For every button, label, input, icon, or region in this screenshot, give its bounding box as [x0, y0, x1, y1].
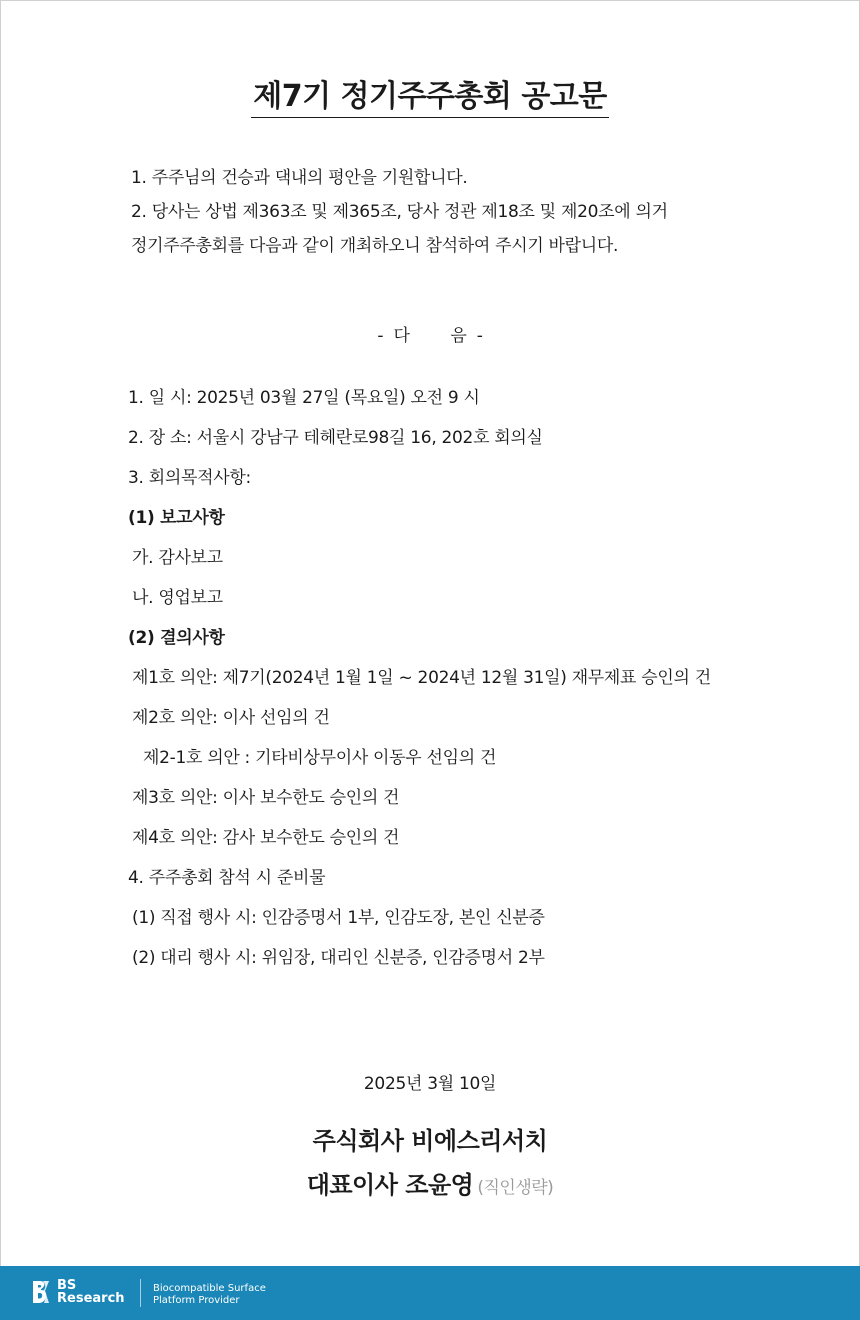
intro-paragraph: [131, 161, 831, 263]
notice-title: 제7기 정기주주총회 공고문: [251, 71, 609, 118]
agenda-item-requirements: 4. 주주총회 참석 시 준비물: [128, 868, 326, 888]
footer-brand: [57, 1279, 125, 1305]
intro-line-3: 정기주주총회를 다음과 같이 개최하오니 참석하여 주시기 바랍니다.: [131, 236, 619, 256]
agenda-item-audit-report: 가. 감사보고: [132, 548, 223, 568]
brand-line-2: Research: [57, 1291, 125, 1306]
agenda-item-place: 2. 장 소: 서울시 강남구 테헤란로98길 16, 202호 회의실: [128, 428, 543, 448]
agenda-heading-report: (1) 보고사항: [128, 508, 225, 528]
agenda-item-business-report: 나. 영업보고: [132, 588, 223, 608]
intro-line-1: 1. 주주님의 건승과 댁내의 평안을 기원합니다.: [131, 168, 468, 188]
seal-note: (직인생략): [477, 1178, 554, 1198]
agenda-heading-resolution: (2) 결의사항: [128, 628, 225, 648]
agenda-proposal-2-1: 제2-1호 의안 : 기타비상무이사 이동우 선임의 건: [143, 748, 497, 768]
ceo-line: [1, 1165, 859, 1200]
footer-bar: [0, 1266, 860, 1320]
notice-title-wrap: [1, 71, 859, 118]
footer-divider: [140, 1279, 141, 1307]
footer-tagline: [153, 1283, 266, 1307]
intro-line-2: 2. 당사는 상법 제363조 및 제365조, 당사 정관 제18조 및 제20조에 의거: [131, 202, 668, 222]
agenda-item-datetime: 1. 일 시: 2025년 03월 27일 (목요일) 오전 9 시: [128, 388, 480, 408]
dahum-separator: - 다 음 -: [377, 326, 483, 346]
brand-line-1: BS: [57, 1278, 77, 1293]
tagline-line-1: Biocompatible Surface: [153, 1283, 266, 1294]
bs-logo-icon: [32, 1280, 50, 1304]
tagline-line-2: Platform Provider: [153, 1295, 240, 1306]
agenda-proposal-2: 제2호 의안: 이사 선임의 건: [132, 708, 330, 728]
agenda-item-purpose: 3. 회의목적사항:: [128, 468, 251, 488]
requirement-direct: (1) 직접 행사 시: 인감증명서 1부, 인감도장, 본인 신분증: [132, 908, 545, 928]
agenda-proposal-4: 제4호 의안: 감사 보수한도 승인의 건: [132, 828, 400, 848]
agenda-proposal-1: 제1호 의안: 제7기(2024년 1월 1일 ~ 2024년 12월 31일) 재무제표 승인의 건: [132, 668, 711, 688]
ceo-name: 대표이사 조윤영: [306, 1171, 474, 1199]
company-name: 주식회사 비에스리서치: [312, 1127, 548, 1155]
agenda-list: [128, 378, 848, 978]
notice-date: 2025년 3월 10일: [363, 1074, 497, 1094]
agenda-proposal-3: 제3호 의안: 이사 보수한도 승인의 건: [132, 788, 400, 808]
requirement-proxy: (2) 대리 행사 시: 위임장, 대리인 신분증, 인감증명서 2부: [132, 948, 545, 968]
